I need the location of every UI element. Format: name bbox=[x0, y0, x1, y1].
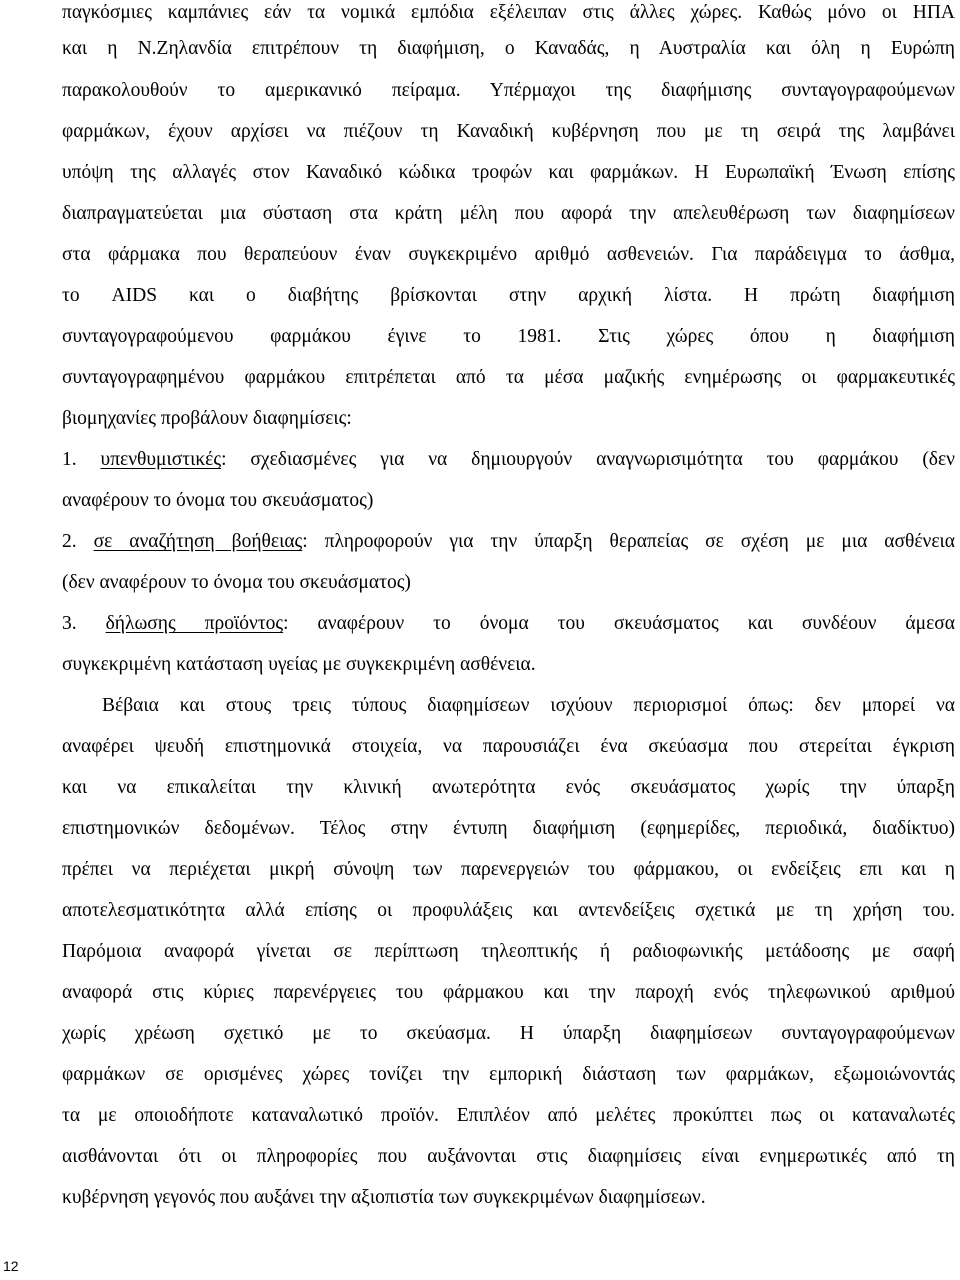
list-item-1-continuation: αναφέρουν το όνομα του σκευάσματος) bbox=[62, 490, 374, 511]
list-description: : πληροφορούν για την ύπαρξη θεραπείας σε σχέση με μια ασθένεια bbox=[302, 531, 955, 552]
list-number: 3. bbox=[62, 613, 77, 634]
paragraph-line: συνταγογραφούμενου φαρμάκου έγινε το 1981. Στις χώρες όπου η διαφήμιση bbox=[62, 326, 955, 347]
list-term: σε αναζήτηση βοήθειας bbox=[93, 531, 303, 552]
list-number: 1. bbox=[62, 449, 77, 470]
list-item-1 bbox=[62, 445, 955, 475]
paragraph-line: χωρίς χρέωση σχετικό με το σκεύασμα. Η ύπαρξη διαφημίσεων συνταγογραφούμενων bbox=[62, 1023, 955, 1044]
paragraph-line-indented: Βέβαια και στους τρεις τύπους διαφημίσεων ισχύουν περιορισμοί όπως: δεν μπορεί να bbox=[102, 695, 955, 716]
list-number: 2. bbox=[62, 531, 77, 552]
paragraph-line: πρέπει να περιέχεται μικρή σύνοψη των παρενεργειών του φάρμακου, οι ενδείξεις επι και η bbox=[62, 859, 955, 880]
paragraph-line: στα φάρμακα που θεραπεύουν έναν συγκεκριμένο αριθμό ασθενειών. Για παράδειγμα το άσθμα, bbox=[62, 244, 955, 265]
paragraph-line: φαρμάκων σε ορισμένες χώρες τονίζει την εμπορική διάσταση των φαρμάκων, εξωμοιώνοντάς bbox=[62, 1064, 955, 1085]
list-item-3-continuation: συγκεκριμένη κατάσταση υγείας με συγκεκριμένη ασθένεια. bbox=[62, 654, 536, 675]
paragraph-line: κυβέρνηση γεγονός που αυξάνει την αξιοπιστία των συγκεκριμένων διαφημίσεων. bbox=[62, 1187, 706, 1208]
paragraph-line: παρακολουθούν το αμερικανικό πείραμα. Υπέρμαχοι της διαφήμισης συνταγογραφούμενων bbox=[62, 80, 955, 101]
paragraph-line: Παρόμοια αναφορά γίνεται σε περίπτωση τηλεοπτικής ή ραδιοφωνικής μετάδοσης με σαφή bbox=[62, 941, 955, 962]
paragraph-line: και να επικαλείται την κλινική ανωτερότητα ενός σκευάσματος χωρίς την ύπαρξη bbox=[62, 777, 955, 798]
list-item-2-continuation: (δεν αναφέρουν το όνομα του σκευάσματος) bbox=[62, 572, 411, 593]
paragraph-line: το AIDS και ο διαβήτης βρίσκονται στην αρχική λίστα. Η πρώτη διαφήμιση bbox=[62, 285, 955, 306]
paragraph-line: παγκόσμιες καμπάνιες εάν τα νομικά εμπόδια εξέλειπαν στις άλλες χώρες. Καθώς μόνο οι ΗΠΑ bbox=[62, 2, 955, 23]
list-description: : αναφέρουν το όνομα του σκευάσματος και συνδέουν άμεσα bbox=[283, 613, 955, 634]
list-item-2 bbox=[62, 527, 955, 557]
paragraph-line: φαρμάκων, έχουν αρχίσει να πιέζουν τη Καναδική κυβέρνηση που με τη σειρά της λαμβάνει bbox=[62, 121, 955, 142]
paragraph-line: διαπραγματεύεται μια σύσταση στα κράτη μέλη που αφορά την απελευθέρωση των διαφημίσεων bbox=[62, 203, 955, 224]
paragraph-line: τα με οποιοδήποτε καταναλωτικό προϊόν. Επιπλέον από μελέτες προκύπτει πως οι καταναλωτές bbox=[62, 1105, 955, 1126]
list-item-3 bbox=[62, 609, 955, 639]
paragraph-line: επιστημονικών δεδομένων. Τέλος στην έντυπη διαφήμιση (εφημερίδες, περιοδικά, διαδίκτυο) bbox=[62, 818, 955, 839]
paragraph-line: αναφέρει ψευδή επιστημονικά στοιχεία, να παρουσιάζει ένα σκεύασμα που στερείται έγκριση bbox=[62, 736, 955, 757]
paragraph-line: συνταγογραφημένου φαρμάκου επιτρέπεται από τα μέσα μαζικής ενημέρωσης οι φαρμακευτικές bbox=[62, 367, 955, 388]
list-term: υπενθυμιστικές bbox=[100, 449, 222, 470]
page-number: 12 bbox=[3, 1258, 19, 1274]
paragraph-line: αναφορά στις κύριες παρενέργειες του φάρμακου και την παροχή ενός τηλεφωνικού αριθμού bbox=[62, 982, 955, 1003]
paragraph-line: αισθάνονται ότι οι πληροφορίες που αυξάνονται στις διαφημίσεις είναι ενημερωτικές από τη bbox=[62, 1146, 955, 1167]
list-description: : σχεδιασμένες για να δημιουργούν αναγνωρισιμότητα του φαρμάκου (δεν bbox=[221, 449, 955, 470]
paragraph-line: και η Ν.Ζηλανδία επιτρέπουν τη διαφήμιση, ο Καναδάς, η Αυστραλία και όλη η Ευρώπη bbox=[62, 38, 955, 59]
paragraph-line: υπόψη της αλλαγές στον Καναδικό κώδικα τροφών και φαρμάκων. Η Ευρωπαϊκή Ένωση επίσης bbox=[62, 162, 955, 183]
paragraph-line: βιομηχανίες προβάλουν διαφημίσεις: bbox=[62, 408, 352, 429]
list-term: δήλωσης προϊόντος bbox=[105, 613, 284, 634]
paragraph-line: αποτελεσματικότητα αλλά επίσης οι προφυλάξεις και αντενδείξεις σχετικά με τη χρήση του. bbox=[62, 900, 955, 921]
